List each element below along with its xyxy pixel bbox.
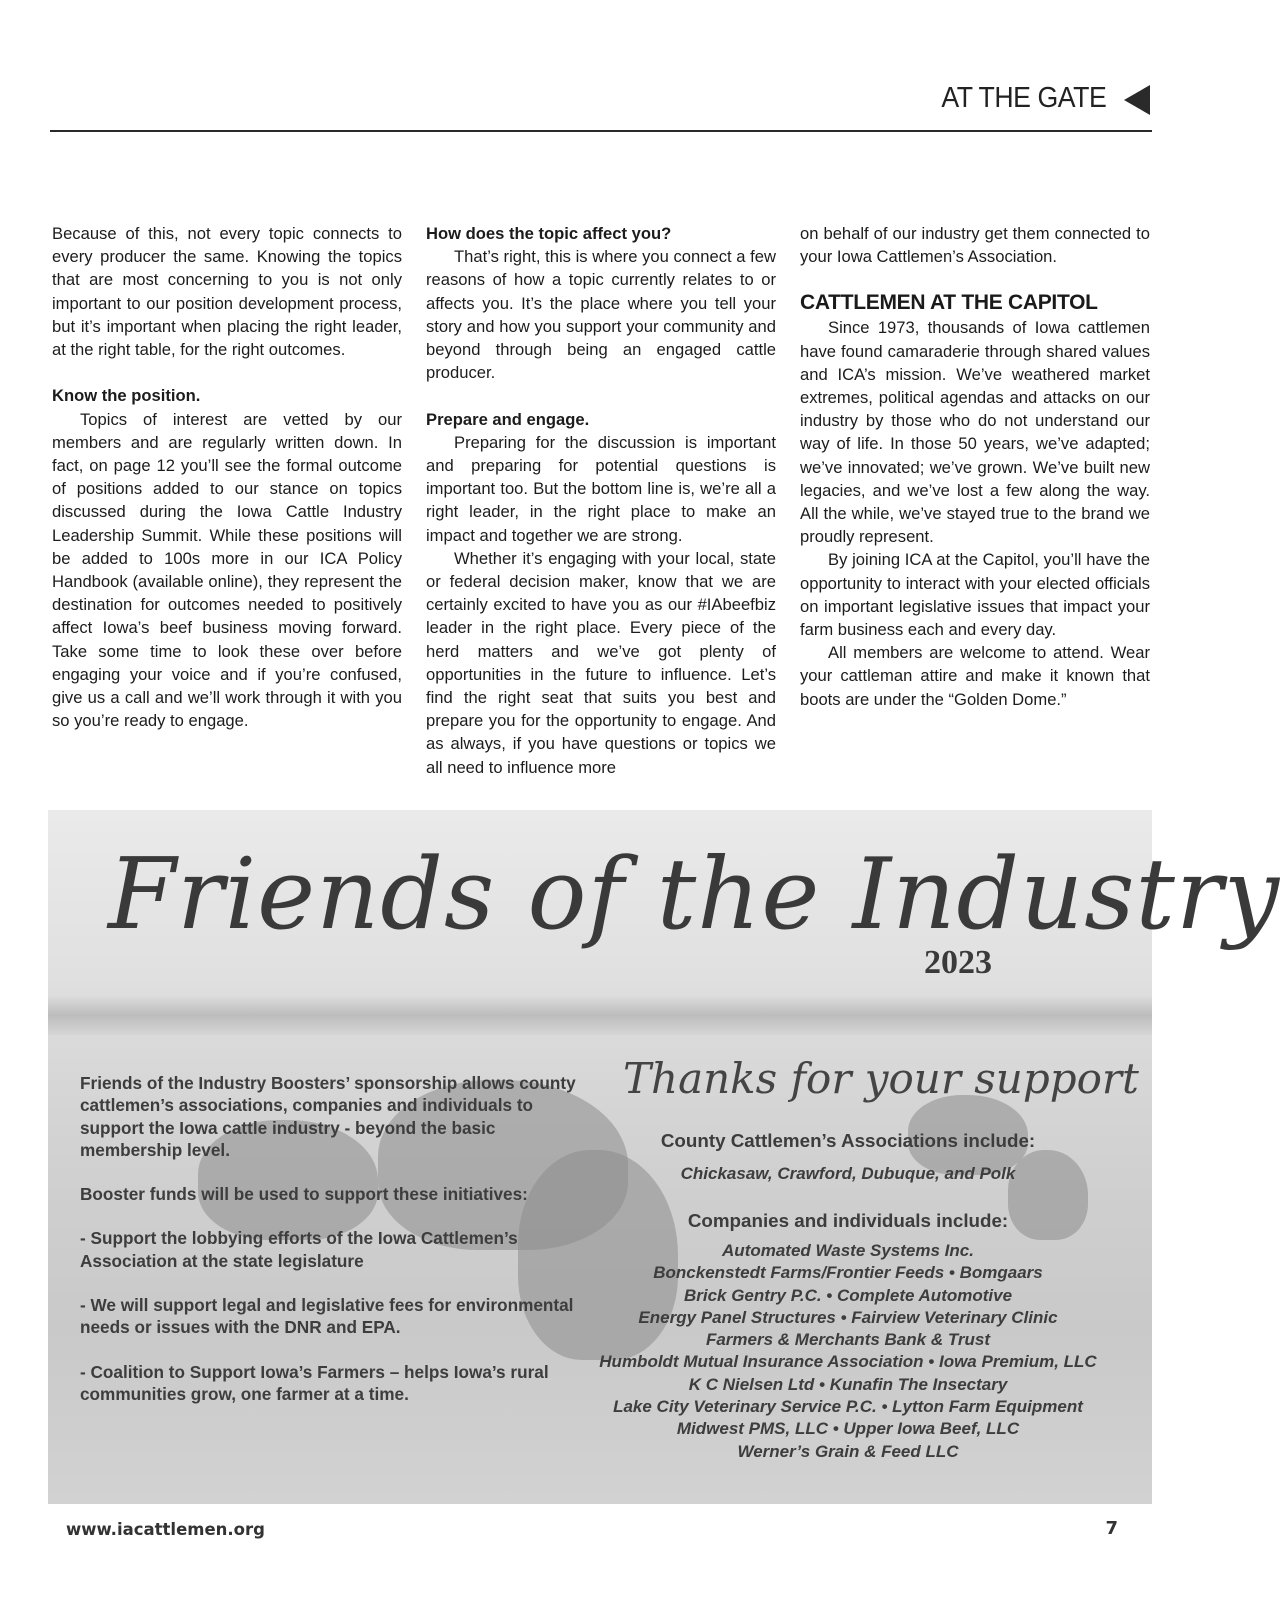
- footer-website: www.iacattlemen.org: [66, 1520, 265, 1539]
- company-line: K C Nielsen Ltd • Kunafin The Insectary: [688, 1374, 1008, 1394]
- page-number: 7: [1105, 1518, 1118, 1539]
- paragraph: That’s right, this is where you connect a few reasons of how a topic currently relates to or affects you. It’s the place where you tell your story and how you support your community and beyond through being an engaged cattle producer.: [426, 247, 776, 383]
- companies-heading: Companies and individuals include:: [687, 1210, 1009, 1231]
- article-column-3: [800, 222, 1150, 711]
- paragraph: Because of this, not every topic connects to every producer the same. Knowing the topics that are most concerning to you is not only important to our position development process, but it’s important when placing the right leader, at the right table, for the right outcomes.: [52, 224, 402, 360]
- paragraph: on behalf of our industry get them connected to your Iowa Cattlemen’s Association.: [800, 224, 1150, 267]
- section-header: [50, 78, 1152, 132]
- company-line: Werner’s Grain & Feed LLC: [737, 1441, 959, 1461]
- booster-paragraph: - We will support legal and legislative fees for environmental needs or issues with the DNR and EPA.: [80, 1295, 574, 1338]
- subheading-topic-affect: How does the topic affect you?: [426, 224, 672, 243]
- company-line: Bonckenstedt Farms/Frontier Feeds • Bomgaars: [653, 1263, 1043, 1283]
- company-line: Humboldt Mutual Insurance Association • Iowa Premium, LLC: [599, 1352, 1097, 1372]
- company-line: Midwest PMS, LLC • Upper Iowa Beef, LLC: [676, 1419, 1020, 1439]
- friends-of-industry-ad: [48, 810, 1280, 1504]
- subheading-prepare-engage: Prepare and engage.: [426, 409, 590, 429]
- paragraph: Whether it’s engaging with your local, state or federal decision maker, know that we are certainly excited to have you as our #IAbeefbiz leader in the right place. Every piece of the herd matters and we’ve got plenty of opportunities in the future to influence. Let’s find the right seat that suits you best and prepare you for the opportunity to engage. And as always, if you have questions or topics we all need to influence more: [426, 548, 776, 777]
- paragraph: Topics of interest are vetted by our members and are regularly written down. In fact, on page 12 you’ll see the formal outcome of positions added to our stance on topics discussed during the Iowa Cattle Industry Leadership Summit. While these positions will be added to 100s more in our ICA Policy Handbook (available online), they represent the destination for outcomes needed to positively affect Iowa’s beef business moving forward. Take some time to look these over before engaging your voice and if you’re confused, give us a call and we’ll work through it with you so you’re ready to engage.: [52, 409, 402, 731]
- article-column-1: [52, 222, 402, 732]
- left-triangle-icon: [1124, 85, 1150, 115]
- paragraph: Preparing for the discussion is important and preparing for potential questions is important too. But the bottom line is, we’re all a right leader, in the right place to make an impact and together we are strong.: [426, 432, 776, 545]
- section-title: AT THE GATE: [941, 82, 1106, 114]
- paragraph: Since 1973, thousands of Iowa cattlemen have found camaraderie through shared values and ICA’s mission. We’ve weathered market extremes, political agendas and attacks on our industry by those who do not understand our way of life. In those 50 years, we’ve adapted; we’ve innovated; we’ve grown. We’ve built new legacies, and we’ve lost a few along the way. All the while, we’ve stayed true to the brand we proudly represent.: [800, 318, 1150, 547]
- booster-paragraph: - Coalition to Support Iowa’s Farmers – helps Iowa’s rural communities grow, one farmer at a time.: [80, 1361, 549, 1404]
- company-line: Brick Gentry P.C. • Complete Automotive: [683, 1285, 1013, 1305]
- section-heading-capitol: CATTLEMEN AT THE CAPITOL: [800, 291, 1098, 315]
- booster-paragraph: Booster funds will be used to support these initiatives:: [80, 1184, 528, 1205]
- subheading-know-position: Know the position.: [52, 386, 201, 406]
- booster-paragraph: Friends of the Industry Boosters’ sponsorship allows county cattlemen’s associations, companies and individuals to support the Iowa cattle industry - beyond the basic membership level.: [80, 1073, 576, 1160]
- company-line: Automated Waste Systems Inc.: [722, 1241, 974, 1260]
- company-line: Farmers & Merchants Bank & Trust: [705, 1330, 991, 1350]
- company-line: Energy Panel Structures • Fairview Veterinary Clinic: [638, 1307, 1058, 1327]
- paragraph: By joining ICA at the Capitol, you’ll have the opportunity to interact with your elected officials on important legislative issues that impact your farm business each and every day.: [800, 550, 1150, 640]
- ad-year: 2023: [924, 944, 992, 981]
- ad-thanks-script: Thanks for your support: [623, 1054, 1139, 1103]
- ad-title: Friends of the Industry: [108, 838, 1280, 952]
- county-list: Chickasaw, Crawford, Dubuque, and Polk: [680, 1164, 1016, 1183]
- booster-description: [80, 1072, 580, 1427]
- horizon-background: [48, 995, 1152, 1035]
- article-column-2: [426, 222, 776, 779]
- paragraph: All members are welcome to attend. Wear your cattleman attire and make it known that boots are under the “Golden Dome.”: [800, 643, 1150, 709]
- sponsor-list: [548, 1130, 1148, 1463]
- company-line: Lake City Veterinary Service P.C. • Lytton Farm Equipment: [613, 1397, 1083, 1417]
- county-heading: County Cattlemen’s Associations include:: [660, 1130, 1036, 1151]
- booster-paragraph: - Support the lobbying efforts of the Iowa Cattlemen’s Association at the state legislature: [80, 1228, 518, 1271]
